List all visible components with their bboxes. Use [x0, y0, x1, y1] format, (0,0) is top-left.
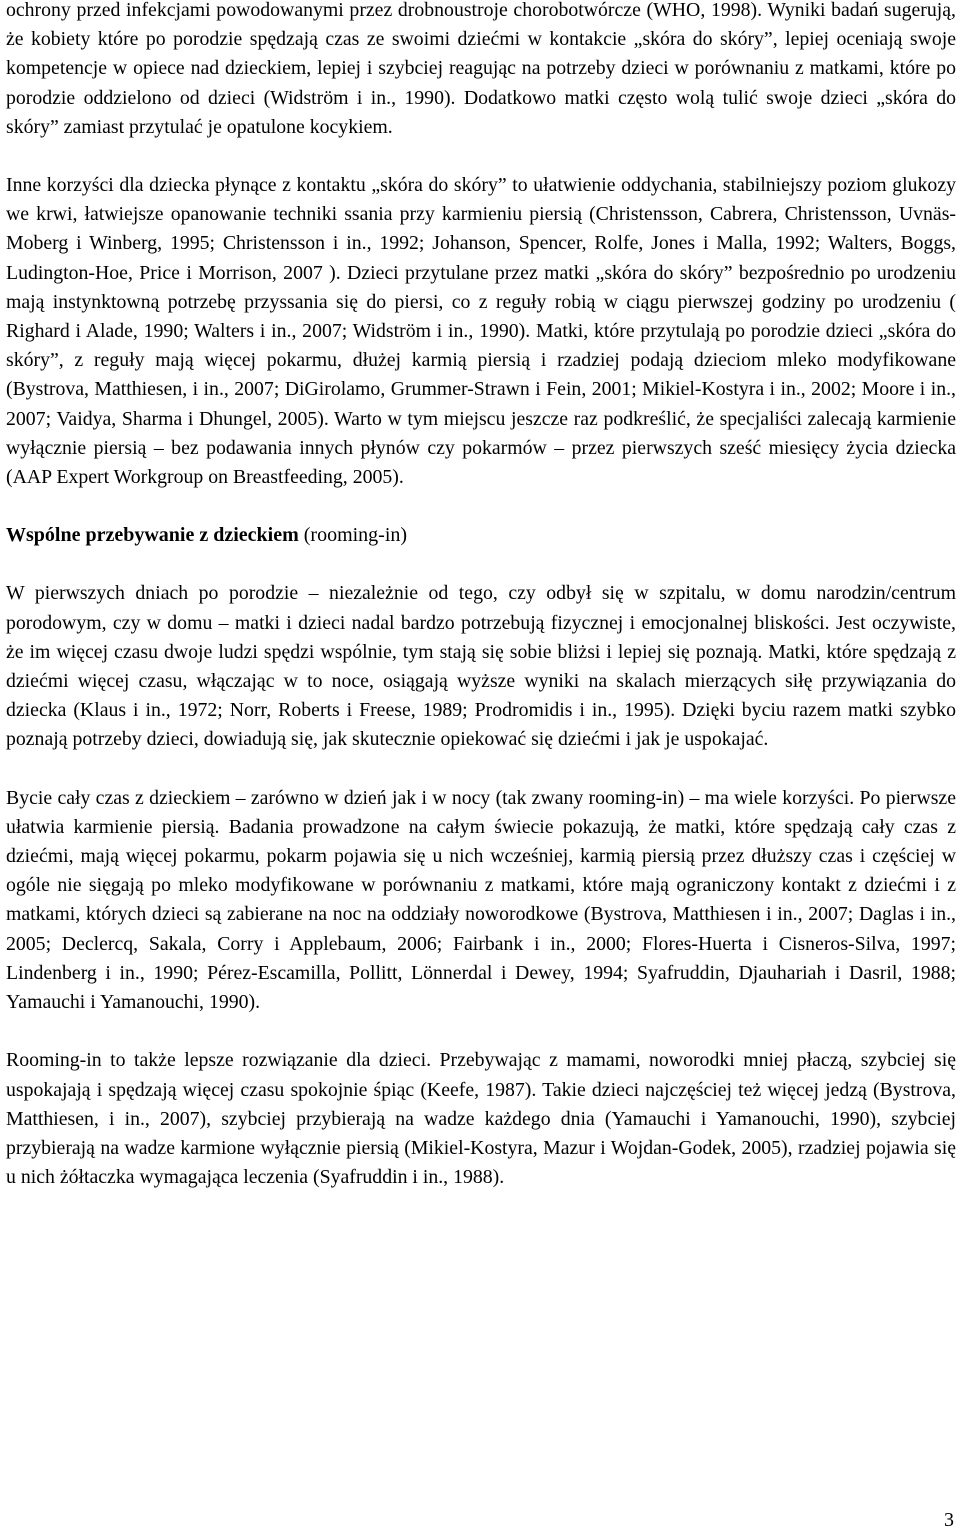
paragraph-first-days: W pierwszych dniach po porodzie – niezależnie od tego, czy odbył się w szpitalu, w domu narodzin/centrum porodowym, czy w domu – matki i dzieci nadal bardzo potrzebują fizycznej i emocjonalnej bliskości. Jest oczywiste, że im więcej czasu dwoje ludzi spędzi wspólnie, tym stają się sobie bliżsi i lepiej się poznają. Matki, które spędzają z dziećmi więcej czasu, włączając w to noce, osiągają wyższe wyniki na skalach mierzących siłę przywiązania do dziecka (Klaus i in., 1972; Norr, Roberts i Freese, 1989; Prodromidis i in., 1995). Dzięki byciu razem matki szybko poznają potrzeby dzieci, dowiadują się, jak skutecznie opiekować się dziećmi i jak je uspokajać.	[6, 582, 956, 751]
paragraph-rooming-in-benefits: Bycie cały czas z dzieckiem – zarówno w dzień jak i w nocy (tak zwany rooming-in) – ma wiele korzyści. Po pierwsze ułatwia karmienie piersią. Badania prowadzone na całym świecie pokazują, że matki, które spędzają cały czas z dziećmi, mają więcej pokarmu, pokarm pojawia się u nich wcześniej, karmią piersią przez dłuższy czas i częściej w ogóle nie sięgają po mleko modyfikowane w porównaniu z matkami, które mają ograniczony kontakt z dziećmi i z matkami, których dzieci są zabierane na noc na oddziały noworodkowe (Bystrova, Matthiesen i in., 2007; Daglas i in., 2005; Declercq, Sakala, Corry i Applebaum, 2006; Fairbank i in., 2000; Flores-Huerta i Cisneros-Silva, 1997; Lindenberg i in., 1990; Pérez-Escamilla, Pollitt, Lönnerdal i Dewey, 1994; Syafruddin, Djauhariah i Dasril, 1988; Yamauchi i Yamanouchi, 1990).	[6, 786, 956, 1014]
paragraph-skin-to-skin-mothers: ochrony przed infekcjami powodowanymi przez drobnoustroje chorobotwórcze (WHO, 1998). Wyniki badań sugerują, że kobiety które po porodzie spędzają czas ze swoimi dziećmi w kontakcie „skóra do skóry”, lepiej oceniają swoje kompetencje w opiece nad dzieckiem, lepiej i szybciej reagując na potrzeby dzieci w porównaniu z matkami, które po porodzie oddzielono od dzieci (Widström i in., 1990). Dodatkowo matki często wolą tulić swoje dzieci „skóra do skóry” zamiast przytulać je opatulone kocykiem.	[6, 0, 956, 138]
paragraph-skin-to-skin-benefits: Inne korzyści dla dziecka płynące z kontaktu „skóra do skóry” to ułatwienie oddychania, stabilniejszy poziom glukozy we krwi, łatwiejsze opanowanie techniki ssania przy karmieniu piersią (Christensson, Cabrera, Christensson, Uvnäs-Moberg i Winberg, 1995; Christensson i in., 1992; Johanson, Spencer, Rolfe, Jones i Malla, 1992; Walters, Boggs, Ludington-Hoe, Price i Morrison, 2007 ). Dzieci przytulane przez matki „skóra do skóry” bezpośrednio po urodzeniu mają instynktowną potrzebę przyssania się do piersi, co z reguły robią w ciągu pierwszej godziny po urodzeniu ( Righard i Alade, 1990; Walters i in., 2007; Widström i in., 1990). Matki, które przytulają po porodzie dzieci „skóra do skóry”, z reguły mają więcej pokarmu, dłużej karmią piersią i rzadziej podają dzieciom mleko modyfikowane (Bystrova, Matthiesen, i in., 2007; DiGirolamo, Grummer-Strawn i Fein, 2001; Mikiel-Kostyra i in., 2002; Moore i in., 2007; Vaidya, Sharma i Dhungel, 2005). Warto w tym miejscu jeszcze raz podkreślić, że specjaliści zalecają karmienie wyłącznie piersią – bez podawania innych płynów czy pokarmów – przez pierwszych sześć miesięcy życia dziecka (AAP Expert Workgroup on Breastfeeding, 2005).	[6, 174, 956, 489]
paragraph-spacer	[6, 1017, 956, 1046]
section-heading-bold: Wspólne przebywanie z dzieckiem	[6, 524, 299, 547]
paragraph-spacer	[6, 142, 956, 171]
document-page	[6, 0, 956, 1192]
paragraph-spacer	[6, 550, 956, 579]
paragraph-spacer	[6, 492, 956, 521]
page-number: 3	[944, 1509, 954, 1531]
section-heading	[6, 521, 956, 550]
paragraph-spacer	[6, 755, 956, 784]
paragraph-rooming-in-children: Rooming-in to także lepsze rozwiązanie dla dzieci. Przebywając z mamami, noworodki mniej płaczą, szybciej się uspokajają i spędzają więcej czasu spokojnie śpiąc (Keefe, 1987). Takie dzieci najczęściej też więcej jedzą (Bystrova, Matthiesen, i in., 2007), szybciej przybierają na wadze każdego dnia (Yamauchi i Yamanouchi, 1990), szybciej przybierają na wadze karmione wyłącznie piersią (Mikiel-Kostyra, Mazur i Wojdan-Godek, 2005), rzadziej pojawia się u nich żółtaczka wymagająca leczenia (Syafruddin i in., 1988).	[6, 1049, 956, 1189]
section-heading-rest: (rooming-in)	[298, 524, 408, 547]
